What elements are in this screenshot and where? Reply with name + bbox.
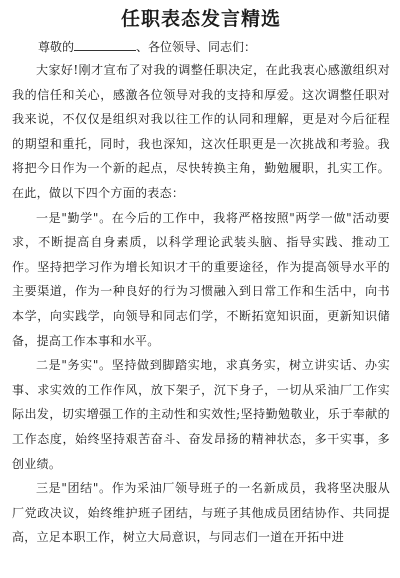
paragraph-practical: 二是"务实"。坚持做到脚踏实地，求真务实，树立讲实话、办实事、求实效的工作作风，放下架子，沉下身子，一切从采油厂工作实际出发，切实增强工作的主动性和实效性;坚持勤勉敬业，乐于奉献的工作态度，始终坚持艰苦奋斗、奋发昂扬的精神状态，多干实事，多创业绩。 xyxy=(12,358,390,471)
salutation xyxy=(12,36,390,58)
document-title: 任职表态发言精选 xyxy=(120,8,281,30)
paragraph-intro: 大家好!刚才宣布了对我的调整任职决定，在此我衷心感激组织对我的信任和关心，感激各位领导对我的支持和厚爱。这次调整任职对我来说，不仅仅是组织对我以往工作的认同和理解，更是对今后征程的期望和重托，同时，我也深知，这次任职更是一次挑战和考验。我将把今日作为一个新的起点，尽快转换主角，勤勉履职，扎实工作。在此，做以下四个方面的表态： xyxy=(12,63,390,200)
name-blank-line xyxy=(74,38,136,51)
salutation-suffix: 、各位领导、同志们： xyxy=(136,40,257,54)
paragraph-unity: 三是"团结"。作为采油厂领导班子的一名新成员，我将坚决服从厂党政决议，始终维护班子团结，与班子其他成员团结协作、共同提高，立足本职工作，树立大局意识，与同志们一道在开拓中进 xyxy=(12,481,390,545)
paragraph-study: 一是"勤学"。在今后的工作中，我将严格按照"两学一做"活动要求，不断提高自身素质，以科学理论武装头脑、指导实践、推动工作。坚持把学习作为增长知识才干的重要途径，作为提高领导水平的主要渠道，作为一种良好的行为习惯融入到日常工作和生活中，向书本学，向实践学，向领导和同志们学，不断拓宽知识面，更新知识储备，提高工作本事和水平。 xyxy=(12,210,390,348)
salutation-prefix: 尊敬的 xyxy=(38,40,75,54)
